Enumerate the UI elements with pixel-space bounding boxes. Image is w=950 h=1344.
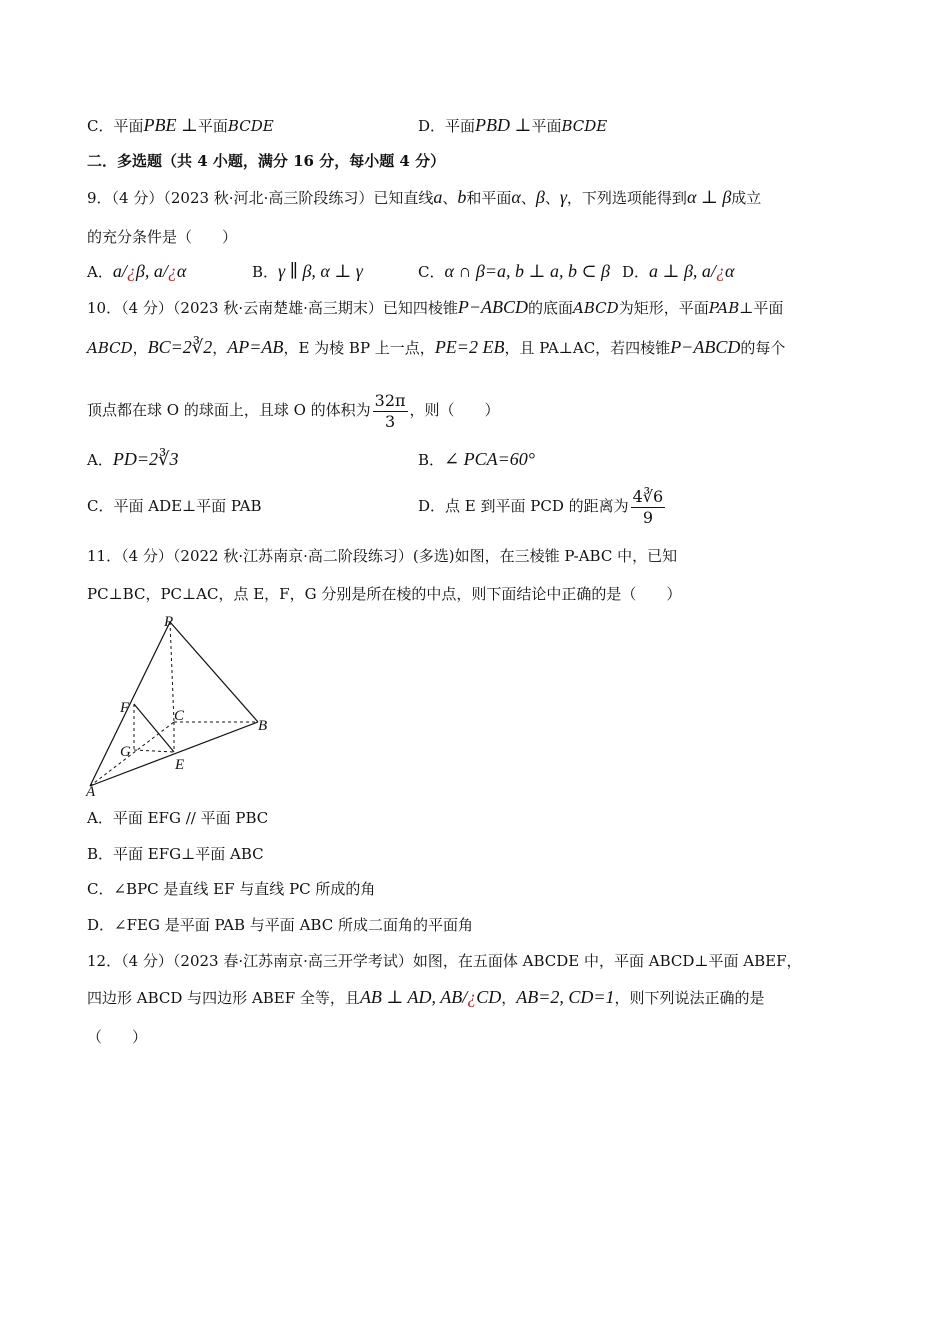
q10-prefix: 10．（4 分）（2023 秋·云南楚雄·高三期末）已知四棱锥 — [87, 299, 458, 317]
q11-stem-line2: PC⊥BC，PC⊥AC，点 E，F，G 分别是所在棱的中点，则下面结论中正确的是（ ） — [87, 585, 682, 603]
q11-pyramid-figure — [80, 612, 280, 798]
q9-sep3: 、 — [544, 189, 560, 207]
q10-e-text: ，E 为棱 BP 上一点， — [283, 339, 435, 357]
q9-option-a-label: A． — [87, 263, 113, 281]
q9-tail: ，下列选项能得到 — [566, 189, 687, 207]
q10-pe: PE=2 EB — [434, 337, 505, 357]
q10-line3-pre: 顶点都在球 O 的球面上，且球 O 的体积为 — [87, 401, 371, 419]
label-e: E — [175, 757, 185, 773]
edge-ab — [90, 722, 258, 786]
q12-condition-2: AB=2, CD=1 — [516, 987, 615, 1007]
q9-stem — [87, 186, 761, 209]
q12-stem-line2 — [87, 986, 765, 1009]
q9-conclusion: α ⊥ β — [686, 187, 732, 207]
q10-option-b-math: ∠ PCA=60° — [444, 449, 535, 469]
q8-option-d — [418, 114, 607, 137]
label-p: P — [164, 614, 174, 630]
q10-pyramid: P−ABCD — [457, 297, 529, 317]
q10-bc: BC=2∛2 — [147, 337, 213, 357]
edge-pb — [170, 622, 258, 722]
q10-mid2: 为矩形，平面 — [618, 299, 709, 317]
q10-option-b-label: B． — [418, 451, 445, 469]
q10-stem-line3 — [87, 386, 500, 434]
q9-prefix: 9．（4 分）（2023 秋·河北·高三阶段练习）已知直线 — [87, 189, 434, 207]
label-f: F — [120, 700, 130, 716]
q9-alpha: α — [511, 187, 521, 207]
q10-volume-denominator: 3 — [385, 411, 396, 431]
q10-pa-text: ，且 PA⊥AC，若四棱锥 — [504, 339, 671, 357]
q12-condition-1: AB ⊥ AD, AB/¿CD — [359, 987, 502, 1007]
q9-option-b-math: γ ∥ β, α ⊥ γ — [278, 261, 363, 281]
q12-stem-line3: （ ） — [87, 1028, 148, 1046]
q8-option-d-plane: BCDE — [561, 117, 608, 135]
q8-option-d-math: PBD ⊥ — [475, 115, 532, 135]
q10-option-d-denominator: 9 — [642, 507, 654, 527]
q9-beta: β — [535, 187, 545, 207]
q10-option-b — [418, 448, 535, 471]
q10-ap: AP=AB — [227, 337, 284, 357]
q10-option-a-math: PD=2∛3 — [112, 449, 179, 469]
q10-end: 的每个 — [740, 339, 786, 357]
q10-stem-line1 — [87, 296, 783, 319]
q8-option-d-rest: 平面 — [531, 117, 562, 135]
q9-b: b — [457, 187, 467, 207]
q10-volume-fraction — [373, 391, 408, 432]
q11-option-a: A．平面 EFG // 平面 PBC — [87, 809, 269, 827]
q12-stem-line1: 12．（4 分）（2023 春·江苏南京·高三开学考试）如图，在五面体 ABCDE 中，平面 ABCD⊥平面 ABEF， — [87, 952, 802, 970]
q8-option-c — [87, 114, 274, 137]
q10-option-d-numerator: 4∛6 — [632, 486, 664, 506]
q10-stem-line2 — [87, 336, 785, 359]
q9-option-c — [418, 260, 610, 283]
q11-option-c: C．∠BPC 是直线 EF 与直线 PC 所成的角 — [87, 880, 376, 898]
q10-pyramid2: P−ABCD — [670, 337, 741, 357]
q10-option-a — [87, 448, 178, 471]
q9-option-a-math: a/¿β, a/¿α — [112, 261, 187, 281]
q10-sep2: ， — [212, 339, 228, 357]
segment-fe — [134, 704, 174, 752]
q11-option-b: B．平面 EFG⊥平面 ABC — [87, 845, 264, 863]
q9-mid: 和平面 — [466, 189, 512, 207]
label-c: C — [174, 708, 185, 724]
q8-option-c-rest: 平面 — [197, 117, 228, 135]
q8-option-c-plane: BCDE — [227, 117, 274, 135]
q10-option-d-fraction — [631, 487, 666, 528]
q10-mid3: ⊥平面 — [739, 299, 784, 317]
q9-option-c-math: α ∩ β=a, b ⊥ a, b ⊂ β — [444, 261, 611, 281]
q11-stem-line1: 11．（4 分）（2022 秋·江苏南京·高二阶段练习）(多选)如图，在三棱锥 P-ABC 中，已知 — [87, 547, 678, 565]
q12-line2-pre: 四边形 ABCD 与四边形 ABEF 全等，且 — [87, 989, 360, 1007]
q9-option-a — [87, 260, 186, 283]
q9-sep1: 、 — [442, 189, 458, 207]
edge-pa — [90, 622, 170, 786]
q12-sep: ， — [501, 989, 517, 1007]
q10-pab: PAB — [708, 299, 740, 317]
q9-line2: 的充分条件是（ ） — [87, 228, 238, 246]
q9-option-b-label: B． — [252, 263, 279, 281]
q9-option-c-label: C． — [418, 263, 445, 281]
q9-option-d — [622, 260, 734, 283]
q9-sep2: 、 — [520, 189, 536, 207]
q10-abcd: ABCD — [87, 339, 133, 357]
q10-option-d-text: D．点 E 到平面 PCD 的距离为 — [418, 497, 629, 515]
segment-ge-hidden — [134, 750, 174, 752]
q10-base: ABCD — [573, 299, 619, 317]
q10-volume-numerator: 32π — [374, 390, 406, 410]
label-b: B — [258, 718, 268, 734]
edge-pc-hidden — [170, 622, 174, 722]
label-g: G — [120, 744, 131, 760]
q12-line2-end: ，则下列说法正确的是 — [614, 989, 765, 1007]
q10-mid1: 的底面 — [528, 299, 574, 317]
q10-option-a-label: A． — [87, 451, 113, 469]
q9-option-b — [252, 260, 363, 283]
q10-option-c: C．平面 ADE⊥平面 PAB — [87, 497, 262, 515]
q9-gamma: γ — [559, 187, 567, 207]
section-heading: 二．多选题（共 4 小题，满分 16 分，每小题 4 分） — [87, 152, 446, 170]
q9-tail2: 成立 — [731, 189, 762, 207]
q9-a: a — [433, 187, 443, 207]
q8-option-c-label: C．平面 — [87, 117, 144, 135]
q11-option-d: D．∠FEG 是平面 PAB 与平面 ABC 所成二面角的平面角 — [87, 916, 473, 934]
label-a: A — [86, 784, 96, 798]
edge-ac-hidden — [90, 722, 174, 786]
q10-sep: ， — [132, 339, 148, 357]
q8-option-d-label: D．平面 — [418, 117, 476, 135]
q10-line3-end: ，则（ ） — [409, 401, 500, 419]
q8-option-c-math: PBE ⊥ — [143, 115, 198, 135]
q10-option-d — [418, 482, 667, 530]
q9-option-d-label: D． — [622, 263, 650, 281]
q9-option-d-math: a ⊥ β, a/¿α — [649, 261, 735, 281]
